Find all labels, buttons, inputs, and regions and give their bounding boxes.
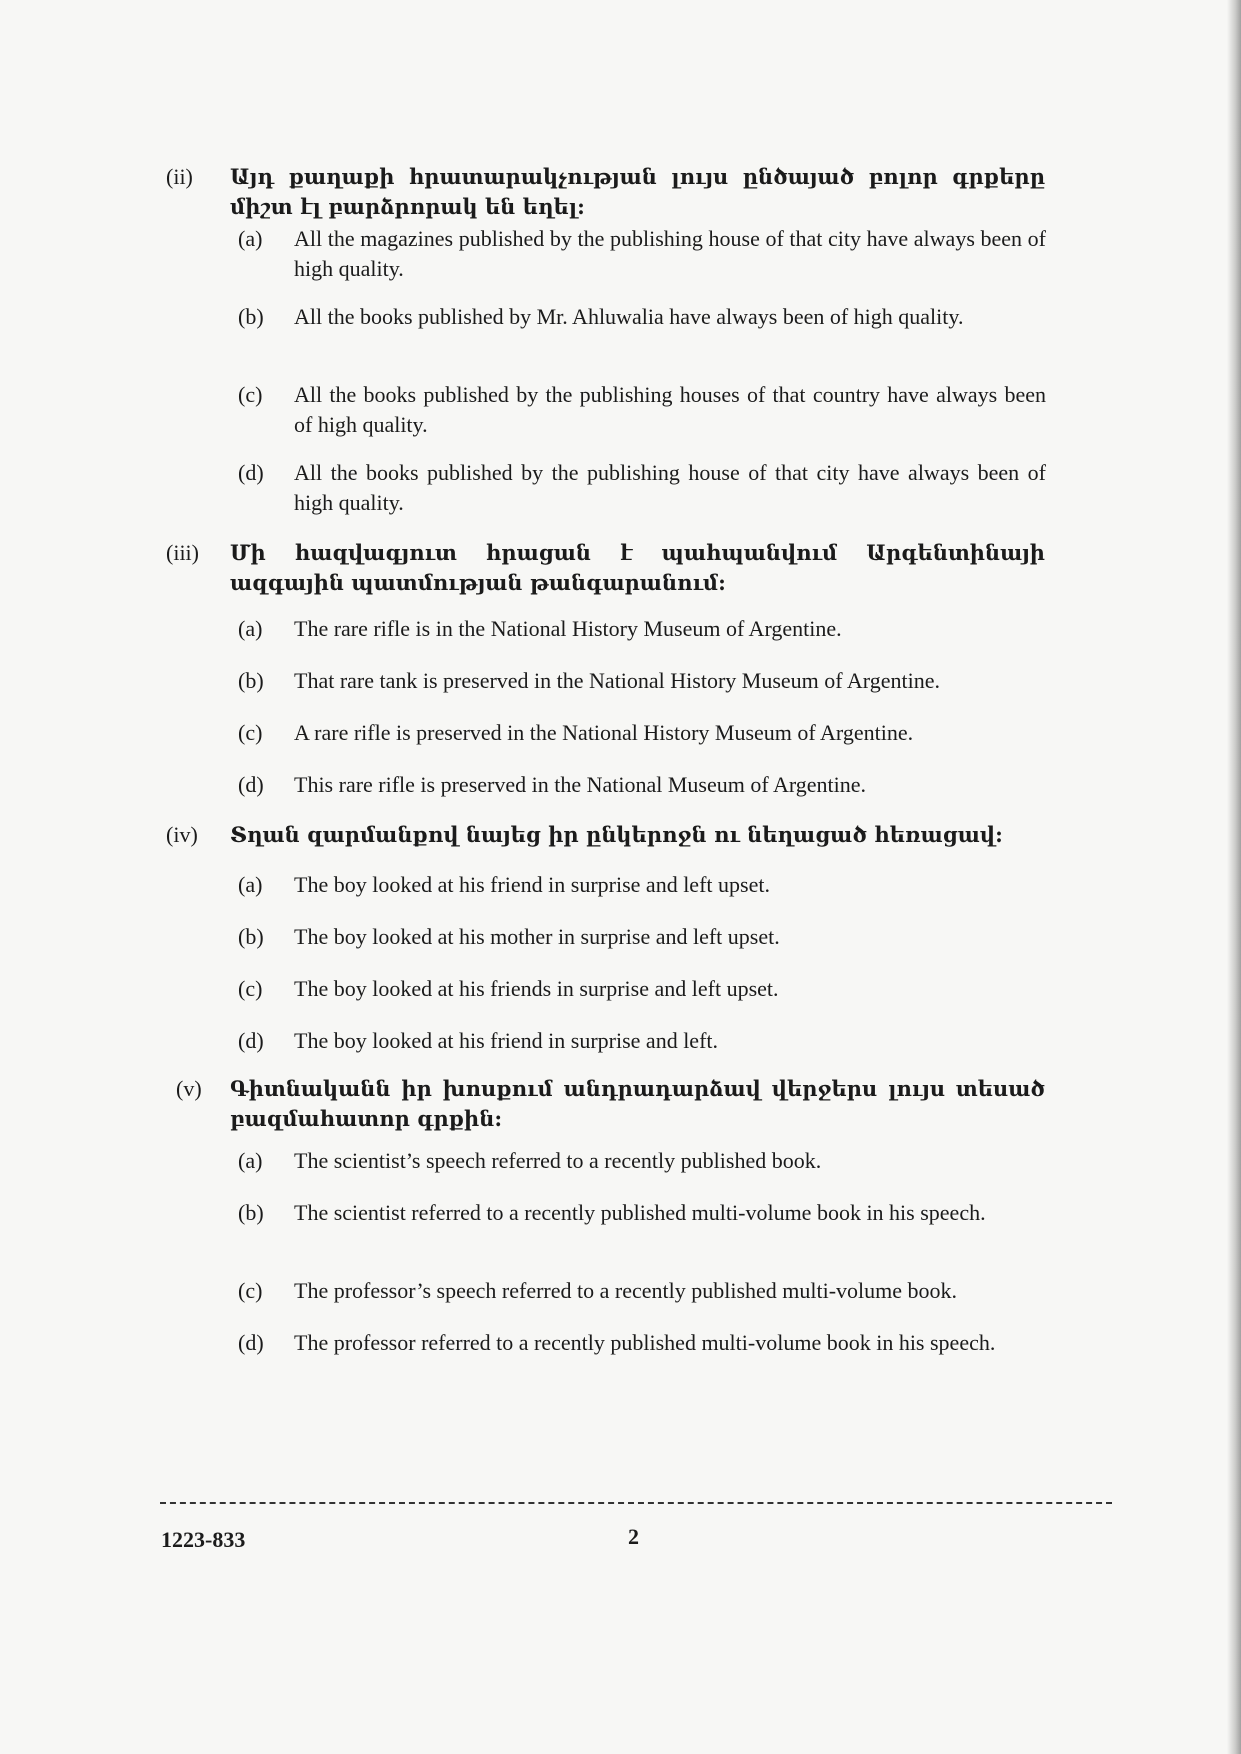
- page-edge-shadow: [1227, 0, 1241, 1754]
- option-label: (b): [238, 924, 264, 949]
- option-label: (c): [238, 720, 263, 745]
- footer-divider: [160, 1502, 1112, 1504]
- booklet-code: 1223-833: [161, 1527, 246, 1552]
- option-text: All the books published by the publishing houses of that country have always been of high quality.: [294, 382, 1046, 437]
- option-text: All the books published by Mr. Ahluwalia have always been of high quality.: [294, 304, 964, 329]
- option-label: (d): [238, 1330, 264, 1355]
- question-prompt: Գիտնականն իր խոսքում անդրադարձավ վերջերս լույս տեսած բազմահատոր գրքին:: [230, 1076, 1045, 1131]
- option-label: (d): [238, 772, 264, 797]
- option-label: (b): [238, 668, 264, 693]
- option-label: (a): [238, 226, 263, 251]
- option-label: (b): [238, 1200, 264, 1225]
- option-text: The boy looked at his friend in surprise and left upset.: [294, 872, 770, 897]
- option-text: The boy looked at his mother in surprise and left upset.: [294, 924, 780, 949]
- option-label: (d): [238, 460, 264, 485]
- question-prompt: Այդ քաղաքի հրատարակչության լույս ընծայած բոլոր գրքերը միշտ էլ բարձրորակ են եղել:: [230, 164, 1045, 219]
- option-text: The professor’s speech referred to a recently published multi-volume book.: [294, 1278, 958, 1303]
- option-label: (a): [238, 616, 263, 641]
- option-label: (c): [238, 1278, 263, 1303]
- option-text: This rare rifle is preserved in the National Museum of Argentine.: [294, 772, 867, 797]
- option-label: (a): [238, 872, 263, 897]
- option-label: (b): [238, 304, 264, 329]
- option-label: (a): [238, 1148, 263, 1173]
- option-text: The scientist referred to a recently published multi-volume book in his speech.: [294, 1200, 986, 1225]
- option-label: (c): [238, 976, 263, 1001]
- option-text: The boy looked at his friends in surprise and left upset.: [294, 976, 779, 1001]
- question-prompt: Տղան զարմանքով նայեց իր ընկերոջն ու նեղացած հեռացավ:: [230, 822, 1003, 847]
- question-number: (ii): [166, 164, 193, 189]
- question-prompt: Մի հազվագյուտ հրացան է պահպանվում Արգենտինայի ազգային պատմության թանգարանում:: [230, 540, 1045, 595]
- option-text: All the books published by the publishing house of that city have always been of high quality.: [294, 460, 1046, 515]
- question-number: (iv): [166, 822, 198, 847]
- option-text: The boy looked at his friend in surprise and left.: [294, 1028, 719, 1053]
- option-text: That rare tank is preserved in the National History Museum of Argentine.: [294, 668, 940, 693]
- question-number: (iii): [166, 540, 199, 565]
- option-text: The scientist’s speech referred to a recently published book.: [294, 1148, 822, 1173]
- option-text: All the magazines published by the publishing house of that city have always been of high quality.: [294, 226, 1046, 281]
- option-text: The professor referred to a recently published multi-volume book in his speech.: [294, 1330, 996, 1355]
- option-text: The rare rifle is in the National History Museum of Argentine.: [294, 616, 842, 641]
- page-number: 2: [628, 1524, 639, 1549]
- question-number: (v): [176, 1076, 202, 1101]
- option-text: A rare rifle is preserved in the National History Museum of Argentine.: [294, 720, 914, 745]
- option-label: (c): [238, 382, 263, 407]
- option-label: (d): [238, 1028, 264, 1053]
